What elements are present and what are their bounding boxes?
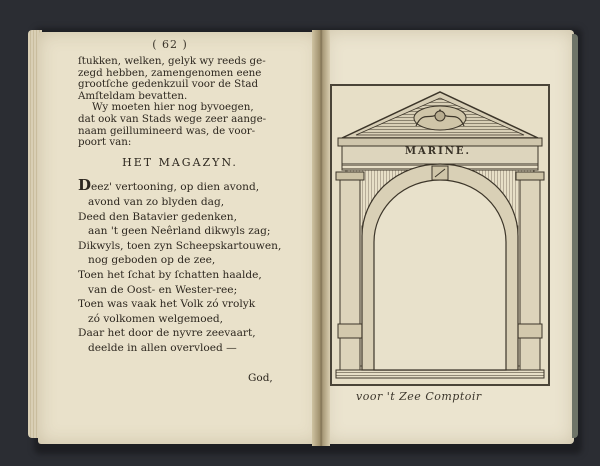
verse-line: Daar het door de nyvre zeevaart, [78,327,256,340]
gateway-engraving [330,84,550,386]
engraving-caption: voor 't Zee Comptoir [356,390,482,403]
drop-cap: D [78,176,92,195]
verse-line: nog geboden op de zee, [88,254,216,267]
verse-line: van de Oost- en Wester-ree; [88,283,238,296]
left-page-text [78,56,296,355]
verse-line: Deed den Batavier gedenken, [78,210,237,223]
gateway-illustration [332,86,548,384]
book-gutter [312,30,330,446]
prose-line: grootſche gedenkzuil voor de Stad [78,78,259,91]
section-heading: HET MAGAZYN. [122,155,238,169]
prose-line: Amſteldam bevatten. [78,89,188,102]
prose-line: Wy moeten hier nog byvoegen, [92,101,254,114]
cover-edge [572,34,578,438]
verse-line: Toen het ſchat by ſchatten haalde, [78,268,262,281]
verse-line: Dikwyls, toen zyn Scheepskartouwen, [78,239,282,252]
verse-line: deelde in allen overvloed — [88,341,237,354]
prose-line: poort van: [78,136,132,149]
prose-line: zegd hebben, zamengenomen eene [78,66,262,79]
page-number: ( 62 ) [152,38,188,51]
verse-line: Toen was vaak het Volk zó vrolyk [78,298,256,311]
verse-line: eez' vertooning, op dien avond, [91,181,260,194]
prose-line: naam geillumineerd was, de voor- [78,124,256,137]
verse-line: avond van zo blyden dag, [88,195,225,208]
verse-line: aan 't geen Neêrland dikwyls zag; [88,225,271,238]
prose-line: ſtukken, welken, gelyk wy reeds ge- [78,55,266,67]
catchword: God, [248,372,273,384]
poem [78,178,296,355]
prose-line: dat ook van Stads wege zeer aange- [78,112,267,125]
engraving-label: MARINE. [404,146,472,157]
verse-line: zó volkomen welgemoed, [88,312,223,325]
